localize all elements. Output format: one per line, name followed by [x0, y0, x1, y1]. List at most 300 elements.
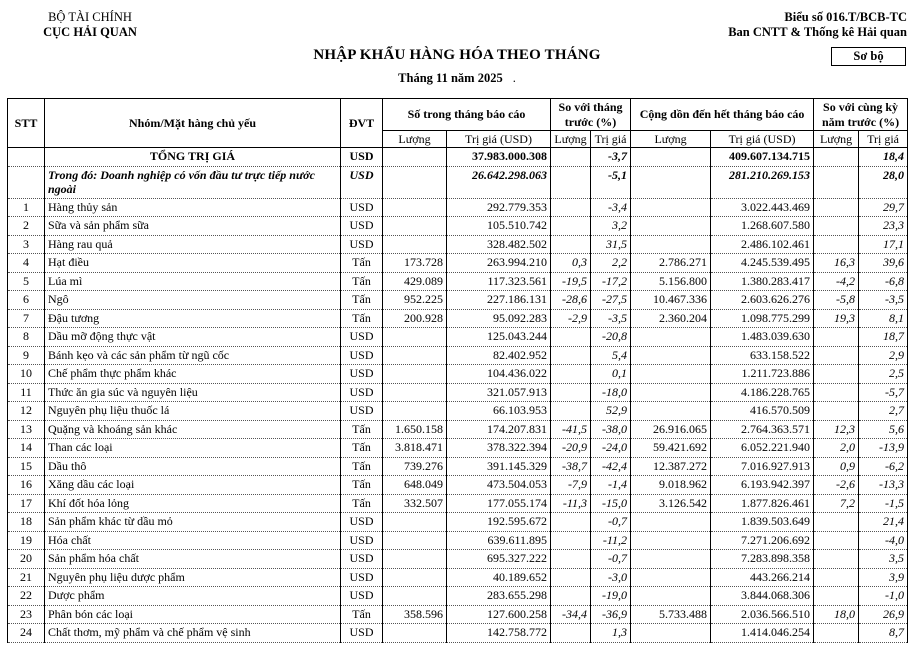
item-mom-qty: [551, 328, 591, 347]
item-unit: Tấn: [341, 457, 383, 476]
item-cum-value: 2.603.626.276: [711, 291, 814, 310]
item-yoy-qty: 7,2: [814, 494, 859, 513]
item-qty: [383, 550, 447, 569]
item-cum-qty: [631, 531, 711, 550]
item-cum-qty: 59.421.692: [631, 439, 711, 458]
item-qty: [383, 531, 447, 550]
item-cum-qty: [631, 346, 711, 365]
item-mom-value: -1,4: [591, 476, 631, 495]
item-yoy-qty: 0,9: [814, 457, 859, 476]
item-yoy-qty: [814, 550, 859, 569]
table-row: [8, 254, 908, 273]
item-cum-value: 1.098.775.299: [711, 309, 814, 328]
item-stt: 24: [8, 624, 45, 643]
item-yoy-value: 17,1: [859, 235, 908, 254]
table-row: [8, 476, 908, 495]
col-cum-qty: Lượng: [631, 131, 711, 148]
item-yoy-value: 8,7: [859, 624, 908, 643]
item-name: Sữa và sản phẩm sữa: [45, 217, 341, 236]
status-badge: Sơ bộ: [831, 47, 906, 66]
item-unit: USD: [341, 513, 383, 532]
item-cum-value: 2.036.566.510: [711, 605, 814, 624]
item-cum-value: 7.283.898.358: [711, 550, 814, 569]
col-yoy-qty: Lượng: [814, 131, 859, 148]
item-yoy-value: -5,7: [859, 383, 908, 402]
item-name: Chế phẩm thực phẩm khác: [45, 365, 341, 384]
item-name: Lúa mì: [45, 272, 341, 291]
item-yoy-qty: [814, 217, 859, 236]
item-yoy-qty: -4,2: [814, 272, 859, 291]
col-vs-prev-month: So với tháng trước (%): [551, 99, 631, 131]
item-stt: 7: [8, 309, 45, 328]
table-row: [8, 383, 908, 402]
item-value: 391.145.329: [447, 457, 551, 476]
item-name: Nguyên phụ liệu thuốc lá: [45, 402, 341, 421]
item-mom-value: -24,0: [591, 439, 631, 458]
table-row: [8, 568, 908, 587]
item-yoy-value: -1,0: [859, 587, 908, 606]
item-unit: USD: [341, 235, 383, 254]
item-stt: 3: [8, 235, 45, 254]
total-mom-value: -3,7: [591, 148, 631, 167]
item-mom-value: -38,0: [591, 420, 631, 439]
item-value: 142.758.772: [447, 624, 551, 643]
item-name: Đậu tương: [45, 309, 341, 328]
item-mom-value: -42,4: [591, 457, 631, 476]
item-name: Phân bón các loại: [45, 605, 341, 624]
report-period: [0, 71, 914, 86]
item-cum-value: 3.022.443.469: [711, 198, 814, 217]
item-yoy-qty: [814, 531, 859, 550]
item-stt: 6: [8, 291, 45, 310]
item-yoy-value: -6,2: [859, 457, 908, 476]
item-stt: 1: [8, 198, 45, 217]
item-mom-qty: [551, 235, 591, 254]
item-yoy-value: -4,0: [859, 531, 908, 550]
item-mom-value: 2,2: [591, 254, 631, 273]
item-unit: USD: [341, 568, 383, 587]
item-cum-value: 1.268.607.580: [711, 217, 814, 236]
item-qty: 358.596: [383, 605, 447, 624]
item-mom-value: -3,0: [591, 568, 631, 587]
item-mom-qty: [551, 568, 591, 587]
item-mom-qty: [551, 402, 591, 421]
fdi-mom-value: -5,1: [591, 166, 631, 198]
col-cum-value: Trị giá (USD): [711, 131, 814, 148]
item-value: 177.055.174: [447, 494, 551, 513]
item-stt: 23: [8, 605, 45, 624]
item-unit: USD: [341, 624, 383, 643]
item-mom-value: 5,4: [591, 346, 631, 365]
item-qty: [383, 217, 447, 236]
item-qty: [383, 235, 447, 254]
item-name: Sản phẩm hóa chất: [45, 550, 341, 569]
item-qty: [383, 198, 447, 217]
fdi-label: Trong đó: Doanh nghiệp có vốn đầu tư trực tiếp nước ngoài: [45, 166, 341, 198]
item-yoy-value: -1,5: [859, 494, 908, 513]
item-unit: Tấn: [341, 272, 383, 291]
item-cum-value: 3.844.068.306: [711, 587, 814, 606]
item-cum-value: 416.570.509: [711, 402, 814, 421]
item-mom-qty: -34,4: [551, 605, 591, 624]
item-mom-qty: [551, 587, 591, 606]
fdi-row: [8, 166, 908, 198]
table-row: [8, 402, 908, 421]
item-value: 174.207.831: [447, 420, 551, 439]
item-name: Dầu mỡ động thực vật: [45, 328, 341, 347]
total-value: 37.983.000.308: [447, 148, 551, 167]
item-cum-qty: [631, 587, 711, 606]
item-unit: Tấn: [341, 309, 383, 328]
item-mom-qty: -41,5: [551, 420, 591, 439]
item-qty: 648.049: [383, 476, 447, 495]
item-mom-qty: -7,9: [551, 476, 591, 495]
col-group: Nhóm/Mặt hàng chủ yếu: [45, 99, 341, 148]
item-cum-qty: [631, 513, 711, 532]
item-mom-value: -0,7: [591, 513, 631, 532]
item-unit: USD: [341, 383, 383, 402]
table-row: [8, 198, 908, 217]
ministry-name: BỘ TÀI CHÍNH: [48, 10, 132, 24]
item-name: Nguyên phụ liệu dược phẩm: [45, 568, 341, 587]
item-mom-qty: [551, 217, 591, 236]
total-yoy-qty: [814, 148, 859, 167]
item-mom-value: 3,2: [591, 217, 631, 236]
item-value: 283.655.298: [447, 587, 551, 606]
item-value: 82.402.952: [447, 346, 551, 365]
table-row: [8, 494, 908, 513]
item-value: 40.189.652: [447, 568, 551, 587]
item-mom-value: -17,2: [591, 272, 631, 291]
fdi-cum-qty: [631, 166, 711, 198]
item-unit: USD: [341, 328, 383, 347]
item-value: 378.322.394: [447, 439, 551, 458]
item-cum-value: 1.380.283.417: [711, 272, 814, 291]
item-qty: [383, 328, 447, 347]
table-row: [8, 605, 908, 624]
item-value: 125.043.244: [447, 328, 551, 347]
item-mom-value: -3,5: [591, 309, 631, 328]
item-mom-qty: [551, 531, 591, 550]
item-cum-value: 1.839.503.649: [711, 513, 814, 532]
item-cum-value: 4.186.228.765: [711, 383, 814, 402]
fdi-qty: [383, 166, 447, 198]
item-cum-value: 1.877.826.461: [711, 494, 814, 513]
item-stt: 19: [8, 531, 45, 550]
issuing-org: [30, 10, 150, 40]
item-unit: Tấn: [341, 439, 383, 458]
item-mom-qty: -28,6: [551, 291, 591, 310]
item-yoy-qty: 19,3: [814, 309, 859, 328]
import-table: [7, 98, 908, 643]
item-stt: 21: [8, 568, 45, 587]
item-name: Dầu thô: [45, 457, 341, 476]
item-yoy-value: 23,3: [859, 217, 908, 236]
fdi-cum-value: 281.210.269.153: [711, 166, 814, 198]
item-qty: [383, 346, 447, 365]
item-yoy-qty: [814, 346, 859, 365]
table-row: [8, 457, 908, 476]
item-name: Quặng và khoáng sản khác: [45, 420, 341, 439]
item-mom-qty: -11,3: [551, 494, 591, 513]
item-value: 695.327.222: [447, 550, 551, 569]
col-cumulative: Cộng dồn đến hết tháng báo cáo: [631, 99, 814, 131]
item-cum-value: 1.483.039.630: [711, 328, 814, 347]
item-cum-qty: [631, 568, 711, 587]
fdi-yoy-qty: [814, 166, 859, 198]
item-name: Hàng rau quả: [45, 235, 341, 254]
item-mom-qty: -38,7: [551, 457, 591, 476]
item-yoy-qty: 2,0: [814, 439, 859, 458]
item-qty: [383, 383, 447, 402]
item-qty: [383, 568, 447, 587]
item-mom-value: 31,5: [591, 235, 631, 254]
item-qty: 200.928: [383, 309, 447, 328]
item-yoy-qty: 18,0: [814, 605, 859, 624]
item-name: Dược phẩm: [45, 587, 341, 606]
item-mom-qty: [551, 198, 591, 217]
total-mom-qty: [551, 148, 591, 167]
item-name: Bánh kẹo và các sản phẩm từ ngũ cốc: [45, 346, 341, 365]
table-row: [8, 309, 908, 328]
item-mom-value: -0,7: [591, 550, 631, 569]
item-stt: 18: [8, 513, 45, 532]
col-stt: STT: [8, 99, 45, 148]
item-mom-value: -20,8: [591, 328, 631, 347]
total-cum-qty: [631, 148, 711, 167]
item-cum-qty: [631, 328, 711, 347]
item-mom-value: -19,0: [591, 587, 631, 606]
table-header: [8, 99, 908, 148]
item-cum-value: 1.414.046.254: [711, 624, 814, 643]
item-value: 95.092.283: [447, 309, 551, 328]
item-yoy-value: -13,9: [859, 439, 908, 458]
item-yoy-value: 39,6: [859, 254, 908, 273]
item-yoy-qty: [814, 624, 859, 643]
col-mom-value: Trị giá: [591, 131, 631, 148]
total-qty: [383, 148, 447, 167]
item-mom-qty: 0,3: [551, 254, 591, 273]
item-stt: 22: [8, 587, 45, 606]
total-label: TỔNG TRỊ GIÁ: [45, 148, 341, 167]
item-stt: 4: [8, 254, 45, 273]
item-mom-qty: [551, 383, 591, 402]
col-mom-qty: Lượng: [551, 131, 591, 148]
item-name: Sản phẩm khác từ dầu mỏ: [45, 513, 341, 532]
item-cum-value: 1.211.723.886: [711, 365, 814, 384]
item-cum-qty: 26.916.065: [631, 420, 711, 439]
item-mom-value: -18,0: [591, 383, 631, 402]
item-mom-value: -15,0: [591, 494, 631, 513]
table-row: [8, 365, 908, 384]
item-qty: 952.225: [383, 291, 447, 310]
item-yoy-value: 18,7: [859, 328, 908, 347]
table-row: [8, 624, 908, 643]
item-yoy-value: 8,1: [859, 309, 908, 328]
item-cum-value: 2.486.102.461: [711, 235, 814, 254]
item-cum-qty: [631, 383, 711, 402]
period-mark: .: [512, 71, 516, 85]
item-cum-qty: 5.733.488: [631, 605, 711, 624]
item-cum-qty: [631, 365, 711, 384]
item-name: Chất thơm, mỹ phẩm và chế phẩm vệ sinh: [45, 624, 341, 643]
item-cum-value: 6.052.221.940: [711, 439, 814, 458]
item-name: Hạt điều: [45, 254, 341, 273]
item-cum-value: 4.245.539.495: [711, 254, 814, 273]
col-vs-same-period: So với cùng kỳ năm trước (%): [814, 99, 908, 131]
item-stt: 12: [8, 402, 45, 421]
item-yoy-qty: -2,6: [814, 476, 859, 495]
item-cum-qty: 2.360.204: [631, 309, 711, 328]
department-name: CỤC HẢI QUAN: [43, 25, 137, 39]
item-unit: Tấn: [341, 420, 383, 439]
item-qty: 1.650.158: [383, 420, 447, 439]
item-yoy-qty: [814, 587, 859, 606]
total-yoy-value: 18,4: [859, 148, 908, 167]
item-cum-value: 7.271.206.692: [711, 531, 814, 550]
report-title: NHẬP KHẨU HÀNG HÓA THEO THÁNG: [313, 47, 601, 63]
item-cum-qty: 5.156.800: [631, 272, 711, 291]
item-value: 66.103.953: [447, 402, 551, 421]
item-cum-qty: 2.786.271: [631, 254, 711, 273]
item-yoy-qty: [814, 568, 859, 587]
item-name: Than các loại: [45, 439, 341, 458]
table-row: [8, 587, 908, 606]
item-mom-qty: -20,9: [551, 439, 591, 458]
item-mom-qty: -2,9: [551, 309, 591, 328]
item-cum-value: 633.158.522: [711, 346, 814, 365]
fdi-yoy-value: 28,0: [859, 166, 908, 198]
item-unit: USD: [341, 346, 383, 365]
item-stt: 9: [8, 346, 45, 365]
item-yoy-value: 2,7: [859, 402, 908, 421]
item-unit: USD: [341, 365, 383, 384]
item-yoy-value: 3,5: [859, 550, 908, 569]
item-cum-qty: 9.018.962: [631, 476, 711, 495]
item-mom-qty: [551, 624, 591, 643]
item-yoy-qty: 12,3: [814, 420, 859, 439]
item-unit: Tấn: [341, 254, 383, 273]
item-yoy-value: 26,9: [859, 605, 908, 624]
item-value: 292.779.353: [447, 198, 551, 217]
item-mom-qty: [551, 346, 591, 365]
item-mom-value: 0,1: [591, 365, 631, 384]
item-cum-qty: 12.387.272: [631, 457, 711, 476]
item-qty: 173.728: [383, 254, 447, 273]
item-value: 117.323.561: [447, 272, 551, 291]
table-row: [8, 513, 908, 532]
table-row: [8, 272, 908, 291]
item-mom-qty: [551, 365, 591, 384]
item-qty: 429.089: [383, 272, 447, 291]
total-row: [8, 148, 908, 167]
item-yoy-qty: [814, 383, 859, 402]
item-name: Thức ăn gia súc và nguyên liệu: [45, 383, 341, 402]
item-cum-value: 2.764.363.571: [711, 420, 814, 439]
item-mom-value: -27,5: [591, 291, 631, 310]
item-stt: 5: [8, 272, 45, 291]
item-cum-qty: [631, 624, 711, 643]
table-row: [8, 531, 908, 550]
item-cum-value: 7.016.927.913: [711, 457, 814, 476]
item-unit: USD: [341, 217, 383, 236]
item-cum-qty: [631, 550, 711, 569]
item-value: 473.504.053: [447, 476, 551, 495]
item-name: Hóa chất: [45, 531, 341, 550]
item-yoy-value: 2,5: [859, 365, 908, 384]
col-month-value: Trị giá (USD): [447, 131, 551, 148]
item-yoy-value: 5,6: [859, 420, 908, 439]
item-yoy-qty: [814, 235, 859, 254]
item-stt: 11: [8, 383, 45, 402]
item-value: 104.436.022: [447, 365, 551, 384]
item-yoy-value: 3,9: [859, 568, 908, 587]
item-qty: [383, 402, 447, 421]
item-unit: Tấn: [341, 494, 383, 513]
item-stt: 8: [8, 328, 45, 347]
item-qty: [383, 513, 447, 532]
item-mom-value: 1,3: [591, 624, 631, 643]
item-unit: USD: [341, 550, 383, 569]
item-value: 639.611.895: [447, 531, 551, 550]
form-info: [728, 10, 907, 40]
item-stt: 17: [8, 494, 45, 513]
item-yoy-qty: [814, 513, 859, 532]
item-qty: 3.818.471: [383, 439, 447, 458]
item-cum-qty: [631, 198, 711, 217]
period-text: Tháng 11 năm 2025: [398, 71, 503, 85]
item-yoy-qty: [814, 328, 859, 347]
item-unit: Tấn: [341, 476, 383, 495]
item-yoy-value: 21,4: [859, 513, 908, 532]
item-mom-value: -36,9: [591, 605, 631, 624]
item-stt: 2: [8, 217, 45, 236]
fdi-value: 26.642.298.063: [447, 166, 551, 198]
item-name: Ngô: [45, 291, 341, 310]
item-mom-qty: [551, 513, 591, 532]
item-unit: USD: [341, 198, 383, 217]
total-cum-value: 409.607.134.715: [711, 148, 814, 167]
table-row: [8, 235, 908, 254]
item-stt: 20: [8, 550, 45, 569]
item-qty: [383, 365, 447, 384]
reporting-unit: Ban CNTT & Thống kê Hải quan: [728, 25, 907, 39]
item-value: 227.186.131: [447, 291, 551, 310]
item-stt: 14: [8, 439, 45, 458]
col-month-qty: Lượng: [383, 131, 447, 148]
table-row: [8, 550, 908, 569]
table-row: [8, 291, 908, 310]
item-mom-qty: -19,5: [551, 272, 591, 291]
table-body: [8, 148, 908, 643]
item-cum-qty: [631, 235, 711, 254]
item-name: Khí đốt hóa lỏng: [45, 494, 341, 513]
item-qty: [383, 587, 447, 606]
col-unit: ĐVT: [341, 99, 383, 148]
item-stt: 16: [8, 476, 45, 495]
item-value: 127.600.258: [447, 605, 551, 624]
item-qty: 332.507: [383, 494, 447, 513]
item-yoy-qty: -5,8: [814, 291, 859, 310]
item-stt: 10: [8, 365, 45, 384]
item-mom-value: -11,2: [591, 531, 631, 550]
item-yoy-qty: [814, 402, 859, 421]
fdi-unit: USD: [341, 166, 383, 198]
item-qty: [383, 624, 447, 643]
table-row: [8, 439, 908, 458]
item-unit: Tấn: [341, 291, 383, 310]
item-mom-value: 52,9: [591, 402, 631, 421]
